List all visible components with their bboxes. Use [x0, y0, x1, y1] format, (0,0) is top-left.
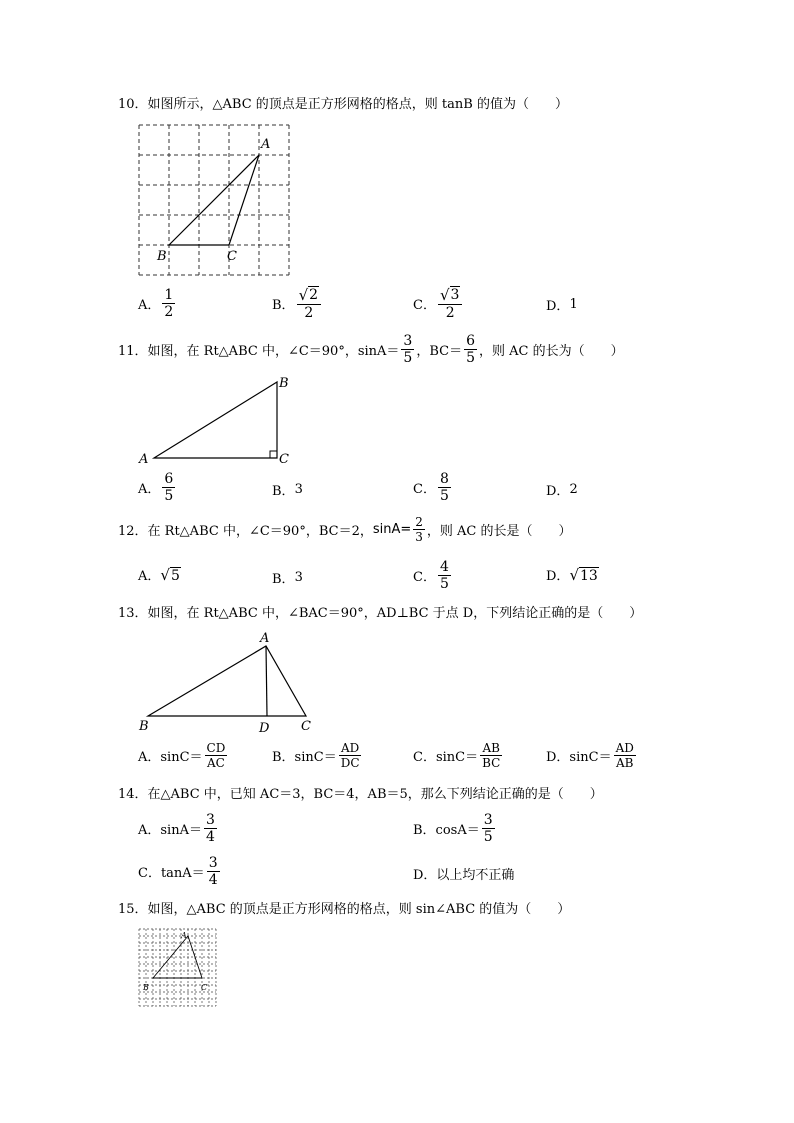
q13-label-b: B: [139, 719, 149, 734]
q11-option-c[interactable]: C． $\frac{8}{5}$: [413, 471, 449, 504]
q10-option-b[interactable]: B． √ 2 2: [272, 286, 323, 320]
q12-sin-label: sinA=: [372, 522, 412, 537]
q13-option-d[interactable]: D．sinC＝ $\frac{AD}{AB}$: [546, 741, 634, 770]
q14-stem: 14．在△ABC 中，已知 AC＝3，BC＝4，AB＝5，那么下列结论正确的是（ ）: [118, 787, 603, 802]
q14-option-a[interactable]: A．sinA＝ $\frac{3}{4}$: [138, 812, 215, 845]
q11-option-a[interactable]: A． $\frac{6}{5}$: [138, 471, 174, 504]
q14-option-c[interactable]: C．tanA＝ $\frac{3}{4}$: [138, 855, 218, 888]
q13-option-b[interactable]: B．sinC＝ $\frac{AD}{DC}$: [272, 741, 360, 770]
q11-label-a: A: [139, 452, 149, 467]
q12-option-b[interactable]: B． 3: [272, 570, 303, 587]
q10-grid-figure: [130, 118, 300, 280]
q11-label-b: B: [279, 376, 289, 391]
q11-triangle: [154, 382, 277, 458]
q11-option-b[interactable]: B． 3: [272, 482, 303, 499]
q10-triangle: [169, 155, 259, 245]
q13-label-a: A: [260, 631, 270, 646]
q13-stem: 13．如图，在 Rt△ABC 中，∠BAC＝90°，AD⊥BC 于点 D，下列结论正确的是（ ）: [118, 606, 643, 621]
q10-label-b: B: [157, 249, 167, 264]
q15-label-b: B: [143, 983, 149, 992]
q13-option-a[interactable]: A．sinC＝ $\frac{CD}{AC}$: [138, 741, 226, 770]
q12-stem: 12．在 Rt△ABC 中，∠C＝90°，BC＝2， sinA= $\frac{2}{3}$ ，则 AC 的长是（ ）: [118, 515, 572, 544]
q11-figure: [130, 370, 300, 470]
q15-grid-figure: [136, 926, 220, 1010]
q15-stem: 15．如图，△ABC 的顶点是正方形网格的格点，则 sin∠ABC 的值为（ ）: [118, 902, 571, 917]
q10-option-d[interactable]: D． 1: [546, 297, 578, 314]
q13-figure: [130, 628, 330, 738]
q12-option-d[interactable]: D． √ 13: [546, 565, 598, 584]
q14-option-d[interactable]: D．以上均不正确: [413, 868, 515, 883]
q14-option-b[interactable]: B．cosA＝ $\frac{3}{5}$: [413, 812, 493, 845]
q11-label-c: C: [279, 452, 289, 467]
q10-stem: 10．如图所示，△ABC 的顶点是正方形网格的格点，则 tanB 的值为（ ）: [118, 97, 568, 112]
q12-option-a[interactable]: A． √ 5: [138, 565, 180, 584]
q10-option-a[interactable]: A． $\frac{1}{2}$: [138, 287, 174, 320]
q13-altitude-ad: [266, 646, 267, 716]
q11-stem: 11．如图，在 Rt△ABC 中，∠C＝90°，sinA＝ $\frac{3}{5}$ ，BC＝ $\frac{6}{5}$ ，则 AC 的长为（ ）: [118, 333, 624, 366]
q10-option-c[interactable]: C． √ 3 2: [413, 286, 464, 320]
q15-label-a: A: [181, 931, 187, 940]
q11-option-d[interactable]: D． 2: [546, 482, 578, 499]
q12-option-c[interactable]: C． $\frac{4}{5}$: [413, 559, 449, 592]
q10-label-a: A: [261, 137, 271, 152]
q10-label-c: C: [227, 249, 237, 264]
q13-label-c: C: [301, 719, 311, 734]
q13-label-d: D: [259, 721, 270, 736]
q11-right-angle-mark: [270, 451, 277, 458]
q15-label-c: C: [201, 983, 208, 992]
q13-triangle: [148, 646, 306, 716]
q13-option-c[interactable]: C．sinC＝ $\frac{AB}{BC}$: [413, 741, 501, 770]
